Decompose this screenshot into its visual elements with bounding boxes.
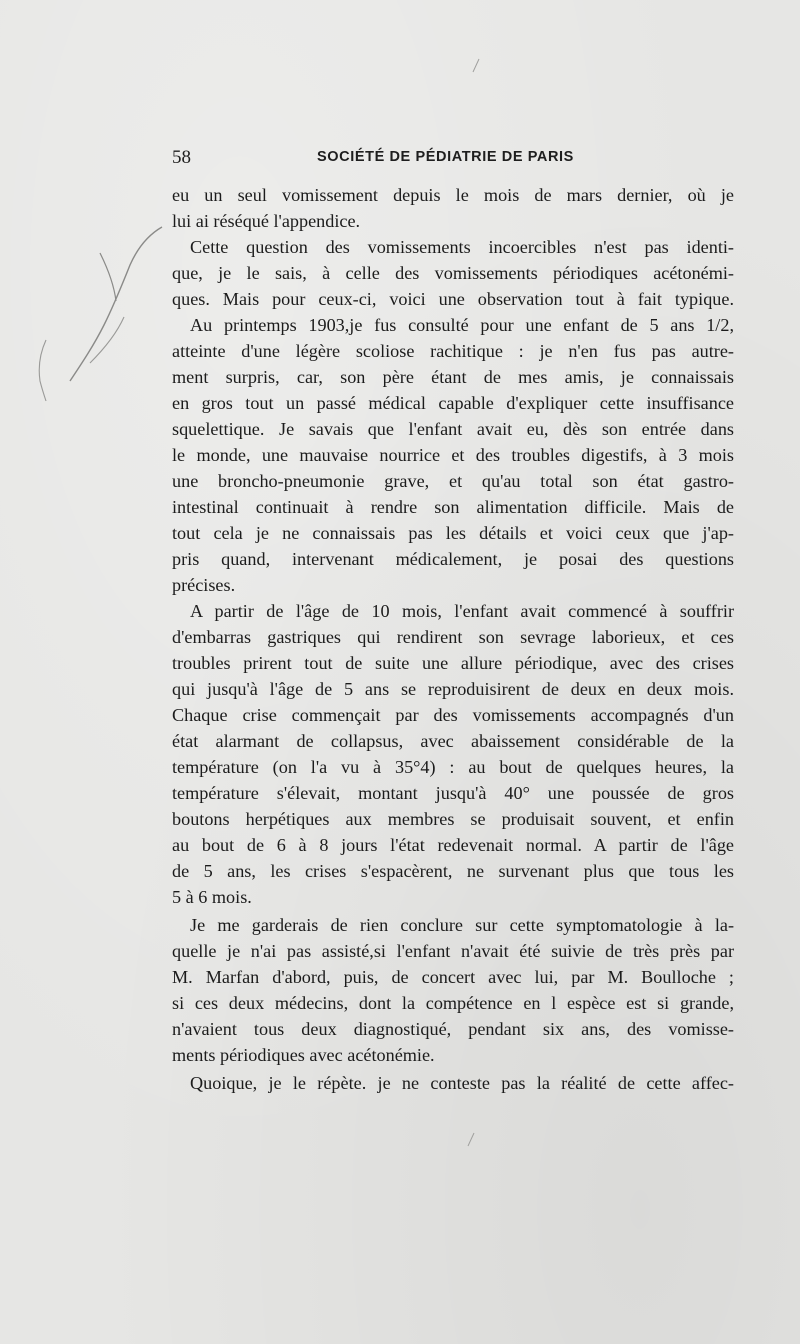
text-line: atteinte d'une légère scoliose rachitique : je n'en fus pas autre- <box>172 341 734 361</box>
stray-pencil-mark-icon <box>470 58 482 74</box>
text-line: intestinal continuait à rendre son alimentation difficile. Mais de <box>172 497 734 517</box>
text-line: pris quand, intervenant médicalement, je posai des questions <box>172 549 734 569</box>
text-line: M. Marfan d'abord, puis, de concert avec lui, par M. Boulloche ; <box>172 967 734 987</box>
text-line: Au printemps 1903,je fus consulté pour une enfant de 5 ans 1/2, <box>190 315 734 335</box>
text-line: Cette question des vomissements incoercibles n'est pas identi- <box>190 237 734 257</box>
text-line: état alarmant de collapsus, avec abaissement considérable de la <box>172 731 734 751</box>
text-line: une broncho-pneumonie grave, et qu'au total son état gastro- <box>172 471 734 491</box>
text-line: température s'élevait, montant jusqu'à 40° une poussée de gros <box>172 783 734 803</box>
text-line: Quoique, je le répète. je ne conteste pas la réalité de cette affec- <box>190 1073 734 1093</box>
text-line: le monde, une mauvaise nourrice et des troubles digestifs, à 3 mois <box>172 445 734 465</box>
text-line: eu un seul vomissement depuis le mois de mars dernier, où je <box>172 185 734 205</box>
running-title: SOCIÉTÉ DE PÉDIATRIE DE PARIS <box>317 149 574 165</box>
text-line: ments périodiques avec acétonémie. <box>172 1045 435 1065</box>
text-line: n'avaient tous deux diagnostiqué, pendant six ans, des vomisse- <box>172 1019 734 1039</box>
text-line: température (on l'a vu à 35°4) : au bout de quelques heures, la <box>172 757 734 777</box>
text-line: ment surpris, car, son père étant de mes amis, je connaissais <box>172 367 734 387</box>
text-line: lui ai réséqué l'appendice. <box>172 211 361 231</box>
page-number: 58 <box>172 147 191 168</box>
text-line: que, je le sais, à celle des vomissements périodiques acétonémi- <box>172 263 734 283</box>
text-line: squelettique. Je savais que l'enfant avait eu, dès son entrée dans <box>172 419 734 439</box>
text-line: précises. <box>172 575 236 595</box>
text-line: tout cela je ne connaissais pas les détails et voici ceux que j'ap- <box>172 523 734 543</box>
text-line: au bout de 6 à 8 jours l'état redevenait normal. A partir de l'âge <box>172 835 734 855</box>
stray-pencil-mark-icon <box>465 1132 477 1148</box>
text-line: en gros tout un passé médical capable d'expliquer cette insuffisance <box>172 393 734 413</box>
pencil-margin-mark-icon <box>30 225 170 425</box>
text-line: de 5 ans, les crises s'espacèrent, ne survenant plus que tous les <box>172 861 734 881</box>
text-line: quelle je n'ai pas assisté,si l'enfant n'avait été suivie de très près par <box>172 941 734 961</box>
text-line: d'embarras gastriques qui rendirent son sevrage laborieux, et ces <box>172 627 734 647</box>
text-line: qui jusqu'à l'âge de 5 ans se reproduisirent de deux en deux mois. <box>172 679 734 699</box>
text-line: troubles prirent tout de suite une allure périodique, avec des crises <box>172 653 734 673</box>
text-line: boutons herpétiques aux membres se produisait souvent, et enfin <box>172 809 734 829</box>
text-line: 5 à 6 mois. <box>172 887 252 907</box>
text-line: si ces deux médecins, dont la compétence en l espèce est si grande, <box>172 993 734 1013</box>
text-line: Chaque crise commençait par des vomissements accompagnés d'un <box>172 705 734 725</box>
text-line: ques. Mais pour ceux-ci, voici une observation tout à fait typique. <box>172 289 734 309</box>
text-line: Je me garderais de rien conclure sur cette symptomatologie à la- <box>190 915 734 935</box>
page-header <box>172 147 732 173</box>
text-line: A partir de l'âge de 10 mois, l'enfant avait commencé à souffrir <box>190 601 734 621</box>
